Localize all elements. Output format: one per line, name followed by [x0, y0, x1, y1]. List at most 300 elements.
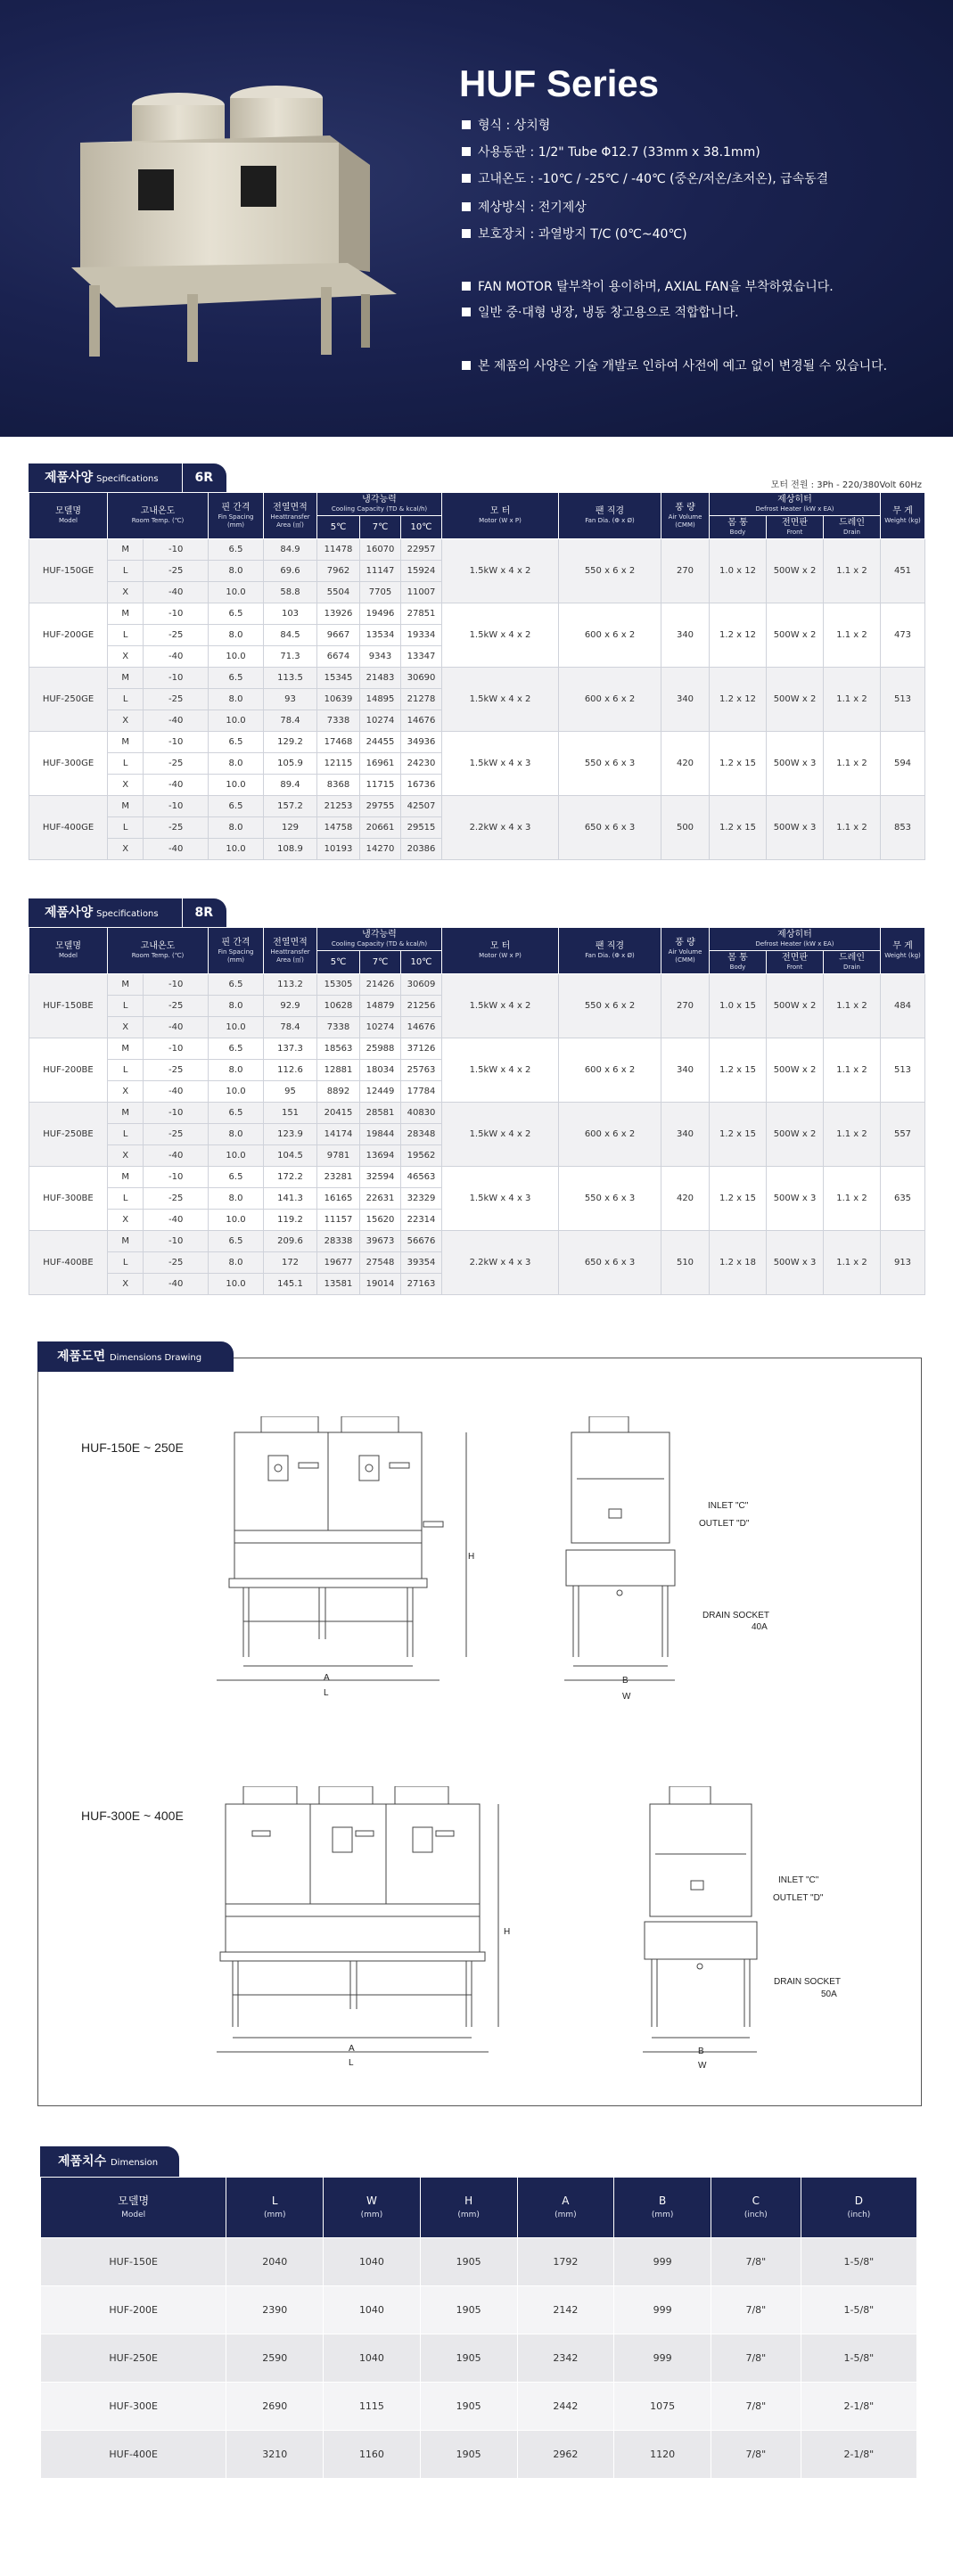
- room-temp: -40: [144, 646, 209, 668]
- room-temp: -10: [144, 668, 209, 689]
- capacity-7c: 21483: [360, 668, 401, 689]
- capacity-7c: 16070: [360, 539, 401, 561]
- dim-value: 2342: [517, 2334, 614, 2383]
- col-fin-spacing-label-en: Fin Spacing (mm): [218, 948, 254, 964]
- heater-body: 1.0 x 15: [710, 974, 767, 1038]
- col-weight: [881, 928, 925, 974]
- fin-spacing: 6.5: [209, 732, 264, 753]
- col-cooling-capacity: [317, 928, 442, 951]
- fin-spacing: 10.0: [209, 1081, 264, 1103]
- section-tab-spec-8r: 제품사양 Specifications 8R: [29, 898, 226, 927]
- col-body-label: 몸 통: [727, 518, 748, 528]
- model-name: HUF-250GE: [29, 668, 108, 732]
- capacity-5c: 9781: [317, 1145, 360, 1167]
- col-model-label-en: Model: [58, 952, 78, 959]
- model-name: HUF-300BE: [29, 1167, 108, 1231]
- header-row: [29, 493, 925, 516]
- dim-value: 2-1/8": [801, 2431, 916, 2479]
- dim-value: 999: [614, 2286, 711, 2334]
- col-fan-dia-label-en: Fan Dia. (Φ x Ø): [585, 517, 635, 524]
- dim-value: 7/8": [711, 2286, 801, 2334]
- capacity-7c: 19844: [360, 1124, 401, 1145]
- capacity-5c: 23281: [317, 1167, 360, 1188]
- fin-spacing: 10.0: [209, 839, 264, 860]
- capacity-7c: 25988: [360, 1038, 401, 1060]
- capacity-10c: 17784: [401, 1081, 442, 1103]
- room-temp: -25: [144, 561, 209, 582]
- col-model-label: 모델명: [55, 941, 81, 951]
- fin-spacing: 8.0: [209, 753, 264, 775]
- model-name: HUF-200GE: [29, 603, 108, 668]
- model-name: HUF-400BE: [29, 1231, 108, 1295]
- heater-body: 1.2 x 18: [710, 1231, 767, 1295]
- dim-value: 1040: [324, 2286, 421, 2334]
- col-fan-dia-label-en: Fan Dia. (Φ x Ø): [585, 952, 635, 959]
- col-drain-label-en: Drain: [843, 529, 860, 536]
- heat-area: 78.4: [264, 710, 317, 732]
- room-temp: -25: [144, 817, 209, 839]
- dim-value: 1792: [517, 2238, 614, 2286]
- fin-spacing: 6.5: [209, 796, 264, 817]
- room-temp: -25: [144, 1060, 209, 1081]
- capacity-7c: 19014: [360, 1274, 401, 1295]
- model-name: HUF-300GE: [29, 732, 108, 796]
- col-front: [767, 516, 824, 539]
- col-weight-label: 무 게: [892, 506, 913, 516]
- temp-class: M: [108, 539, 144, 561]
- temp-class: X: [108, 1210, 144, 1231]
- model-name: HUF-400GE: [29, 796, 108, 860]
- capacity-10c: 46563: [401, 1167, 442, 1188]
- dim-col-1: [226, 2178, 324, 2238]
- col-weight-label-en: Weight (kg): [884, 952, 921, 959]
- dim-value: 1115: [324, 2383, 421, 2431]
- dim-value: 1120: [614, 2431, 711, 2479]
- model-name: HUF-250E: [41, 2334, 226, 2383]
- fin-spacing: 8.0: [209, 996, 264, 1017]
- fin-spacing: 6.5: [209, 539, 264, 561]
- temp-class: L: [108, 1252, 144, 1274]
- heater-drain: 1.1 x 2: [824, 539, 881, 603]
- weight: 853: [881, 796, 925, 860]
- section-tab-dimension: 제품치수 Dimension: [40, 2146, 179, 2177]
- fin-spacing: 8.0: [209, 625, 264, 646]
- col-heat-area: [264, 928, 317, 974]
- capacity-7c: 19496: [360, 603, 401, 625]
- fan-dia: 600 x 6 x 2: [559, 603, 661, 668]
- col-5c: [317, 951, 360, 974]
- capacity-10c: 11007: [401, 582, 442, 603]
- capacity-5c: 21253: [317, 796, 360, 817]
- capacity-5c: 18563: [317, 1038, 360, 1060]
- table-row: [29, 796, 925, 817]
- air-volume: 270: [661, 974, 710, 1038]
- col-fin-spacing-label: 핀 간격: [221, 502, 251, 513]
- air-volume: 340: [661, 1103, 710, 1167]
- capacity-5c: 14758: [317, 817, 360, 839]
- temp-class: M: [108, 732, 144, 753]
- outlet-label: OUTLET "D": [699, 1519, 750, 1529]
- dim-b-label: B: [622, 1676, 628, 1686]
- weight: 513: [881, 668, 925, 732]
- dim-col-3-label: H: [464, 2194, 473, 2207]
- col-front: [767, 951, 824, 974]
- dim-value: 2442: [517, 2383, 614, 2431]
- drawing-label-300-400: HUF-300E ~ 400E: [81, 1809, 184, 1823]
- drain-socket-label: DRAIN SOCKET: [702, 1611, 770, 1620]
- heat-area: 84.5: [264, 625, 317, 646]
- motor-spec: 1.5kW x 4 x 3: [442, 732, 559, 796]
- dim-value: 999: [614, 2238, 711, 2286]
- dim-col-1-label: L: [271, 2194, 278, 2207]
- capacity-10c: 21278: [401, 689, 442, 710]
- capacity-5c: 8892: [317, 1081, 360, 1103]
- room-temp: -40: [144, 1145, 209, 1167]
- dim-value: 1160: [324, 2431, 421, 2479]
- heat-area: 58.8: [264, 582, 317, 603]
- air-volume: 510: [661, 1231, 710, 1295]
- heater-drain: 1.1 x 2: [824, 974, 881, 1038]
- temp-class: M: [108, 1231, 144, 1252]
- heat-area: 113.2: [264, 974, 317, 996]
- heat-area: 157.2: [264, 796, 317, 817]
- dim-value: 3210: [226, 2431, 324, 2479]
- fin-spacing: 8.0: [209, 1124, 264, 1145]
- col-7c: [360, 951, 401, 974]
- model-name: HUF-150E: [41, 2238, 226, 2286]
- dim-w-label: W: [622, 1692, 631, 1702]
- capacity-5c: 10628: [317, 996, 360, 1017]
- fin-spacing: 10.0: [209, 1210, 264, 1231]
- header-row: [41, 2178, 917, 2238]
- feature-line: 보호장치 : 과열방지 T/C (0℃~40℃): [462, 225, 687, 242]
- motor-spec: 1.5kW x 4 x 2: [442, 1038, 559, 1103]
- capacity-5c: 5504: [317, 582, 360, 603]
- fin-spacing: 8.0: [209, 689, 264, 710]
- heat-area: 112.6: [264, 1060, 317, 1081]
- inlet-label: INLET "C": [708, 1501, 749, 1511]
- capacity-10c: 39354: [401, 1252, 442, 1274]
- capacity-7c: 10274: [360, 1017, 401, 1038]
- dim-col-5-label: B: [658, 2194, 667, 2207]
- capacity-7c: 28581: [360, 1103, 401, 1124]
- capacity-5c: 7338: [317, 710, 360, 732]
- col-defrost-heater: [710, 928, 881, 951]
- feature-line: 사용동관 : 1/2" Tube Φ12.7 (33mm x 38.1mm): [462, 143, 760, 160]
- dim-col-5: [614, 2178, 711, 2238]
- dim-col-7: [801, 2178, 916, 2238]
- capacity-5c: 17468: [317, 732, 360, 753]
- capacity-10c: 25763: [401, 1060, 442, 1081]
- room-temp: -40: [144, 775, 209, 796]
- motor-spec: 1.5kW x 4 x 2: [442, 539, 559, 603]
- dim-w-label: W: [698, 2061, 707, 2071]
- temp-class: L: [108, 1060, 144, 1081]
- drawing-frame: [37, 1358, 922, 2106]
- col-air-volume-label: 풍 량: [675, 502, 695, 513]
- power-note: 모터 전원 : 3Ph - 220/380Volt 60Hz: [770, 480, 922, 490]
- heater-front: 500W x 3: [767, 1167, 824, 1231]
- col-body-label-en: Body: [729, 964, 746, 971]
- motor-spec: 1.5kW x 4 x 2: [442, 974, 559, 1038]
- room-temp: -40: [144, 710, 209, 732]
- spec-table-6r: [29, 492, 925, 860]
- col-drain-label: 드레인: [839, 953, 865, 963]
- dim-col-6-label: C: [752, 2194, 760, 2207]
- hero-title: HUF Series: [459, 62, 660, 104]
- col-cooling-capacity-label-en: Cooling Capacity (TD & kcal/h): [331, 505, 428, 513]
- capacity-7c: 11147: [360, 561, 401, 582]
- capacity-7c: 24455: [360, 732, 401, 753]
- heater-drain: 1.1 x 2: [824, 1231, 881, 1295]
- room-temp: -40: [144, 839, 209, 860]
- dim-h-label: H: [504, 1927, 511, 1937]
- dim-col-3-label-en: (mm): [457, 2210, 480, 2219]
- col-fin-spacing-label: 핀 간격: [221, 937, 251, 948]
- capacity-5c: 10639: [317, 689, 360, 710]
- heater-front: 500W x 2: [767, 1103, 824, 1167]
- capacity-10c: 13347: [401, 646, 442, 668]
- drain-socket-size: 40A: [752, 1622, 768, 1632]
- fin-spacing: 6.5: [209, 668, 264, 689]
- col-10c-label: 10℃: [410, 521, 432, 532]
- dim-value: 1-5/8": [801, 2334, 916, 2383]
- temp-class: L: [108, 625, 144, 646]
- dim-value: 7/8": [711, 2431, 801, 2479]
- heater-front: 500W x 3: [767, 732, 824, 796]
- col-fin-spacing: [209, 928, 264, 974]
- capacity-7c: 22631: [360, 1188, 401, 1210]
- room-temp: -25: [144, 1252, 209, 1274]
- dim-col-4-label-en: (mm): [555, 2210, 577, 2219]
- table-row: [41, 2238, 917, 2286]
- capacity-5c: 9667: [317, 625, 360, 646]
- room-temp: -25: [144, 753, 209, 775]
- capacity-7c: 14270: [360, 839, 401, 860]
- dim-col-6: [711, 2178, 801, 2238]
- dim-value: 2962: [517, 2431, 614, 2479]
- dim-col-0-label: 모델명: [118, 2194, 150, 2207]
- col-cooling-capacity: [317, 493, 442, 516]
- col-front-label: 전면판: [782, 953, 808, 963]
- capacity-10c: 15924: [401, 561, 442, 582]
- fan-dia: 550 x 6 x 2: [559, 974, 661, 1038]
- col-fin-spacing: [209, 493, 264, 539]
- col-air-volume: [661, 493, 710, 539]
- model-name: HUF-150GE: [29, 539, 108, 603]
- col-cooling-capacity-label: 냉각능력: [362, 930, 397, 939]
- dim-value: 1040: [324, 2238, 421, 2286]
- dim-col-7-label: D: [854, 2194, 863, 2207]
- heat-area: 71.3: [264, 646, 317, 668]
- capacity-10c: 16736: [401, 775, 442, 796]
- heater-drain: 1.1 x 2: [824, 1167, 881, 1231]
- heater-body: 1.2 x 15: [710, 1167, 767, 1231]
- capacity-5c: 20415: [317, 1103, 360, 1124]
- fin-spacing: 6.5: [209, 1231, 264, 1252]
- heat-area: 172.2: [264, 1167, 317, 1188]
- heater-front: 500W x 2: [767, 1038, 824, 1103]
- heater-front: 500W x 2: [767, 603, 824, 668]
- room-temp: -10: [144, 1103, 209, 1124]
- room-temp: -10: [144, 796, 209, 817]
- fin-spacing: 6.5: [209, 603, 264, 625]
- model-name: HUF-200E: [41, 2286, 226, 2334]
- dim-a-label: A: [324, 1673, 330, 1683]
- temp-class: M: [108, 1167, 144, 1188]
- capacity-7c: 18034: [360, 1060, 401, 1081]
- col-5c-label: 5℃: [330, 521, 347, 532]
- table-row: [29, 732, 925, 753]
- col-10c: [401, 951, 442, 974]
- fin-spacing: 6.5: [209, 974, 264, 996]
- heater-drain: 1.1 x 2: [824, 1038, 881, 1103]
- fin-spacing: 10.0: [209, 710, 264, 732]
- heater-body: 1.0 x 12: [710, 539, 767, 603]
- col-room-temp-label-en: Room Temp. (℃): [131, 952, 185, 959]
- heat-area: 69.6: [264, 561, 317, 582]
- capacity-7c: 7705: [360, 582, 401, 603]
- temp-class: L: [108, 1124, 144, 1145]
- room-temp: -25: [144, 996, 209, 1017]
- table-row: [29, 1038, 925, 1060]
- col-fan-dia-label: 팬 직경: [595, 506, 625, 516]
- capacity-10c: 37126: [401, 1038, 442, 1060]
- col-7c-label: 7℃: [372, 956, 389, 967]
- motor-spec: 1.5kW x 4 x 3: [442, 1167, 559, 1231]
- col-5c: [317, 516, 360, 539]
- capacity-10c: 27163: [401, 1274, 442, 1295]
- capacity-7c: 13694: [360, 1145, 401, 1167]
- capacity-5c: 11157: [317, 1210, 360, 1231]
- fan-dia: 650 x 6 x 3: [559, 1231, 661, 1295]
- col-drain: [824, 516, 881, 539]
- room-temp: -25: [144, 689, 209, 710]
- col-room-temp-label: 고내온도: [140, 506, 176, 516]
- unit-cooler-product-image: [62, 80, 401, 374]
- heater-drain: 1.1 x 2: [824, 796, 881, 860]
- heater-drain: 1.1 x 2: [824, 732, 881, 796]
- col-motor-label-en: Motor (W x P): [479, 517, 522, 524]
- heater-body: 1.2 x 15: [710, 796, 767, 860]
- col-10c: [401, 516, 442, 539]
- col-drain-label-en: Drain: [843, 964, 860, 971]
- fin-spacing: 8.0: [209, 1060, 264, 1081]
- capacity-7c: 29755: [360, 796, 401, 817]
- spec-table-8r: [29, 927, 925, 1295]
- weight: 557: [881, 1103, 925, 1167]
- capacity-7c: 10274: [360, 710, 401, 732]
- col-heat-area-label: 전열면적: [273, 937, 308, 948]
- capacity-5c: 11478: [317, 539, 360, 561]
- dim-col-4: [517, 2178, 614, 2238]
- heater-body: 1.2 x 15: [710, 1038, 767, 1103]
- temp-class: X: [108, 1081, 144, 1103]
- temp-class: X: [108, 646, 144, 668]
- dim-value: 999: [614, 2334, 711, 2383]
- room-temp: -10: [144, 1231, 209, 1252]
- heat-area: 105.9: [264, 753, 317, 775]
- dim-b-label: B: [698, 2047, 704, 2056]
- dim-value: 7/8": [711, 2383, 801, 2431]
- dim-l-label: L: [324, 1688, 329, 1698]
- dim-value: 1905: [420, 2238, 517, 2286]
- air-volume: 270: [661, 539, 710, 603]
- room-temp: -40: [144, 582, 209, 603]
- front-view-drawing-1: [217, 1416, 538, 1719]
- notice-line: 본 제품의 사양은 기술 개발로 인하여 사전에 예고 없이 변경될 수 있습니다.: [462, 357, 887, 374]
- capacity-5c: 8368: [317, 775, 360, 796]
- col-front-label: 전면판: [782, 518, 808, 528]
- col-7c: [360, 516, 401, 539]
- table-row: [29, 603, 925, 625]
- fan-dia: 650 x 6 x 3: [559, 796, 661, 860]
- fin-spacing: 10.0: [209, 1145, 264, 1167]
- fan-dia: 600 x 6 x 2: [559, 1038, 661, 1103]
- col-fan-dia: [559, 928, 661, 974]
- capacity-10c: 19562: [401, 1145, 442, 1167]
- heat-area: 89.4: [264, 775, 317, 796]
- temp-class: M: [108, 603, 144, 625]
- col-motor-label-en: Motor (W x P): [479, 952, 522, 959]
- capacity-10c: 22957: [401, 539, 442, 561]
- capacity-7c: 14879: [360, 996, 401, 1017]
- col-heat-area-label-en: Heattransfer Area (㎡): [270, 513, 310, 529]
- capacity-5c: 13926: [317, 603, 360, 625]
- table-row: [29, 1231, 925, 1252]
- heater-drain: 1.1 x 2: [824, 668, 881, 732]
- capacity-5c: 16165: [317, 1188, 360, 1210]
- temp-class: L: [108, 561, 144, 582]
- capacity-10c: 19334: [401, 625, 442, 646]
- capacity-7c: 11715: [360, 775, 401, 796]
- table-row: [29, 1103, 925, 1124]
- weight: 484: [881, 974, 925, 1038]
- capacity-7c: 27548: [360, 1252, 401, 1274]
- dim-value: 7/8": [711, 2238, 801, 2286]
- dim-value: 1905: [420, 2383, 517, 2431]
- capacity-10c: 24230: [401, 753, 442, 775]
- capacity-7c: 21426: [360, 974, 401, 996]
- col-weight: [881, 493, 925, 539]
- capacity-5c: 12115: [317, 753, 360, 775]
- heater-drain: 1.1 x 2: [824, 1103, 881, 1167]
- feature-line: 제상방식 : 전기제상: [462, 198, 587, 216]
- dim-a-label: A: [349, 2044, 355, 2054]
- capacity-5c: 19677: [317, 1252, 360, 1274]
- temp-class: M: [108, 974, 144, 996]
- temp-class: X: [108, 775, 144, 796]
- dim-col-7-label-en: (inch): [847, 2210, 871, 2219]
- capacity-5c: 7962: [317, 561, 360, 582]
- col-room-temp-label-en: Room Temp. (℃): [131, 517, 185, 524]
- col-motor: [442, 928, 559, 974]
- model-name: HUF-200BE: [29, 1038, 108, 1103]
- col-room-temp: [108, 493, 209, 539]
- heat-area: 123.9: [264, 1124, 317, 1145]
- capacity-10c: 42507: [401, 796, 442, 817]
- col-drain: [824, 951, 881, 974]
- dim-value: 2690: [226, 2383, 324, 2431]
- heater-body: 1.2 x 12: [710, 668, 767, 732]
- heat-area: 129.2: [264, 732, 317, 753]
- table-row: [41, 2334, 917, 2383]
- section-tab-drawing: 제품도면 Dimensions Drawing: [37, 1341, 234, 1372]
- col-defrost-heater: [710, 493, 881, 516]
- drain-socket-label: DRAIN SOCKET: [774, 1977, 842, 1987]
- heat-area: 151: [264, 1103, 317, 1124]
- heat-area: 84.9: [264, 539, 317, 561]
